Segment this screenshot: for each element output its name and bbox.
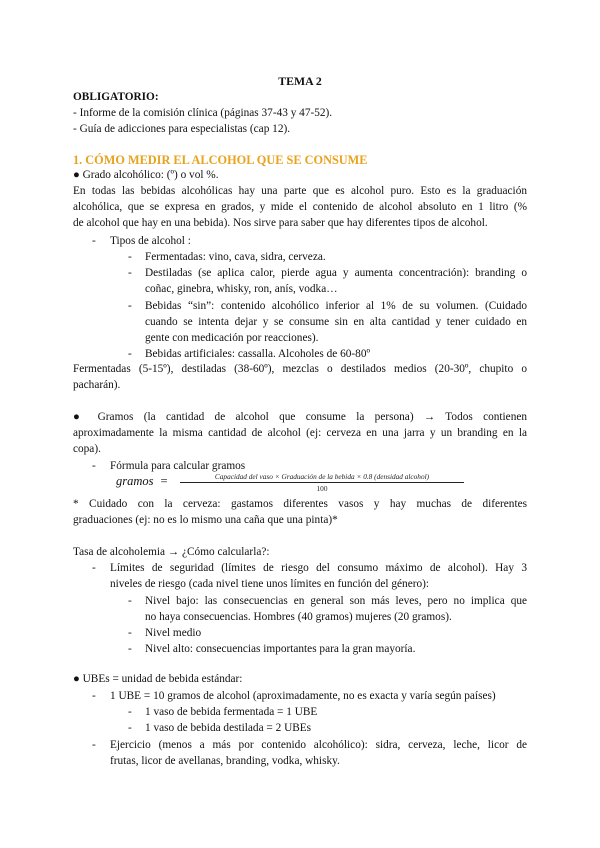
list-dash: - — [92, 460, 96, 472]
ube-item: 1 vaso de bebida fermentada = 1 UBE — [145, 706, 318, 718]
ejercicio-line: Ejercicio (menos a más por contenido alcohólico): sidra, cerveza, leche, licor de — [110, 739, 527, 751]
page-title: TEMA 2 — [278, 74, 322, 88]
list-dash: - — [128, 595, 132, 607]
fraction-bar — [180, 482, 464, 483]
ejercicio-line: frutas, licor de avellanas, branding, vodka, whisky. — [110, 755, 340, 767]
formula-denominator: 100 — [316, 484, 328, 493]
tasa-heading: Tasa de alcoholemia → ¿Cómo calcularla?: — [73, 546, 270, 558]
list-dash: - — [128, 722, 132, 734]
gramos-line: copa). — [73, 443, 101, 455]
list-dash: - — [92, 562, 96, 574]
list-dash: - — [128, 627, 132, 639]
nivel-item: Nivel medio — [145, 627, 202, 639]
tipo-item: Bebidas “sin”: contenido alcohólico inferior al 1% de su volumen. (Cuidado — [145, 300, 527, 312]
cuidado-line: graduaciones (ej: no es lo mismo una caña que una pinta)* — [73, 514, 338, 526]
tipo-item: Fermentadas: vino, cava, sidra, cerveza. — [145, 251, 326, 263]
tipo-item: Bebidas artificiales: cassalla. Alcoholes de 60-80º — [145, 348, 370, 360]
list-dash: - — [92, 690, 96, 702]
formula-label: Fórmula para calcular gramos — [110, 460, 246, 472]
list-dash: - — [128, 706, 132, 718]
summary-line: Fermentadas (5-15º), destiladas (38-60º), mezclas o destilados medios (20-30º, chupito o — [73, 363, 527, 375]
nivel-item: Nivel bajo: las consecuencias en general son más leves, pero no implica que — [145, 595, 527, 607]
list-dash: - — [128, 251, 132, 263]
gramos-line: ● Gramos (la cantidad de alcohol que consume la persona) → Todos contienen — [73, 411, 527, 423]
tipo-item: coñac, ginebra, whisky, ron, anís, vodka… — [145, 283, 338, 295]
tipo-item: cuando se intenta dejar y se consume sin en alta cantidad y tener cuidado en — [145, 316, 527, 328]
gramos-line: aproximadamente la misma cantidad de alcohol (ej: cerveza en una jarra y un branding en la — [73, 427, 527, 439]
list-dash: - — [128, 643, 132, 655]
list-dash: - — [128, 300, 132, 312]
list-dash: - — [92, 235, 96, 247]
tipo-item: Destiladas (se aplica calor, pierde agua y aumenta concentración): branding o — [145, 267, 527, 279]
obligatorio-item: - Informe de la comisión clínica (páginas 37-43 y 47-52). — [73, 107, 333, 119]
formula-numerator: Capacidad del vaso × Graduación de la bebida × 0.8 (densidad alcohol) — [214, 472, 430, 481]
ube-heading: ● UBEs = unidad de bebida estándar: — [73, 673, 243, 685]
ube-definition: 1 UBE = 10 gramos de alcohol (aproximadamente, no es exacta y varía según países) — [110, 690, 496, 702]
limites-line: Límites de seguridad (límites de riesgo del consumo máximo de alcohol). Hay 3 — [110, 562, 527, 574]
section-heading: 1. CÓMO MEDIR EL ALCOHOL QUE SE CONSUME — [73, 153, 368, 167]
obligatorio-heading: OBLIGATORIO: — [73, 91, 159, 103]
grado-heading: ● Grado alcohólico: (º) o vol %. — [73, 169, 219, 181]
list-dash: - — [92, 739, 96, 751]
tipo-item: gente con medicación por reacciones). — [145, 332, 319, 344]
list-dash: - — [128, 348, 132, 360]
list-dash: - — [128, 267, 132, 279]
nivel-item: Nivel alto: consecuencias importantes para la gran mayoría. — [145, 643, 416, 655]
intro-line: En todas las bebidas alcohólicas hay una parte que es alcohol puro. Esto es la graduación — [73, 185, 527, 197]
limites-line: niveles de riesgo (cada nivel tiene unos límites en función del género): — [110, 578, 430, 590]
intro-line: de alcohol que hay en una bebida). Nos sirve para saber que hay diferentes tipos de alcohol. — [73, 217, 488, 229]
formula-lhs: gramos = — [116, 474, 169, 488]
tipos-label: Tipos de alcohol : — [110, 235, 191, 247]
intro-line: alcohólica, que se expresa en grados, y mide el contenido de alcohol absoluto en 1 litro (% — [73, 201, 527, 213]
ube-item: 1 vaso de bebida destilada = 2 UBEs — [145, 722, 312, 734]
nivel-item: no haya consecuencias. Hombres (40 gramos) mujeres (20 gramos). — [145, 611, 452, 623]
cuidado-line: * Cuidado con la cerveza: gastamos diferentes vasos y hay muchas de diferentes — [73, 498, 527, 510]
obligatorio-item: - Guía de adicciones para especialistas (cap 12). — [73, 123, 291, 135]
summary-line: pacharán). — [73, 379, 121, 391]
